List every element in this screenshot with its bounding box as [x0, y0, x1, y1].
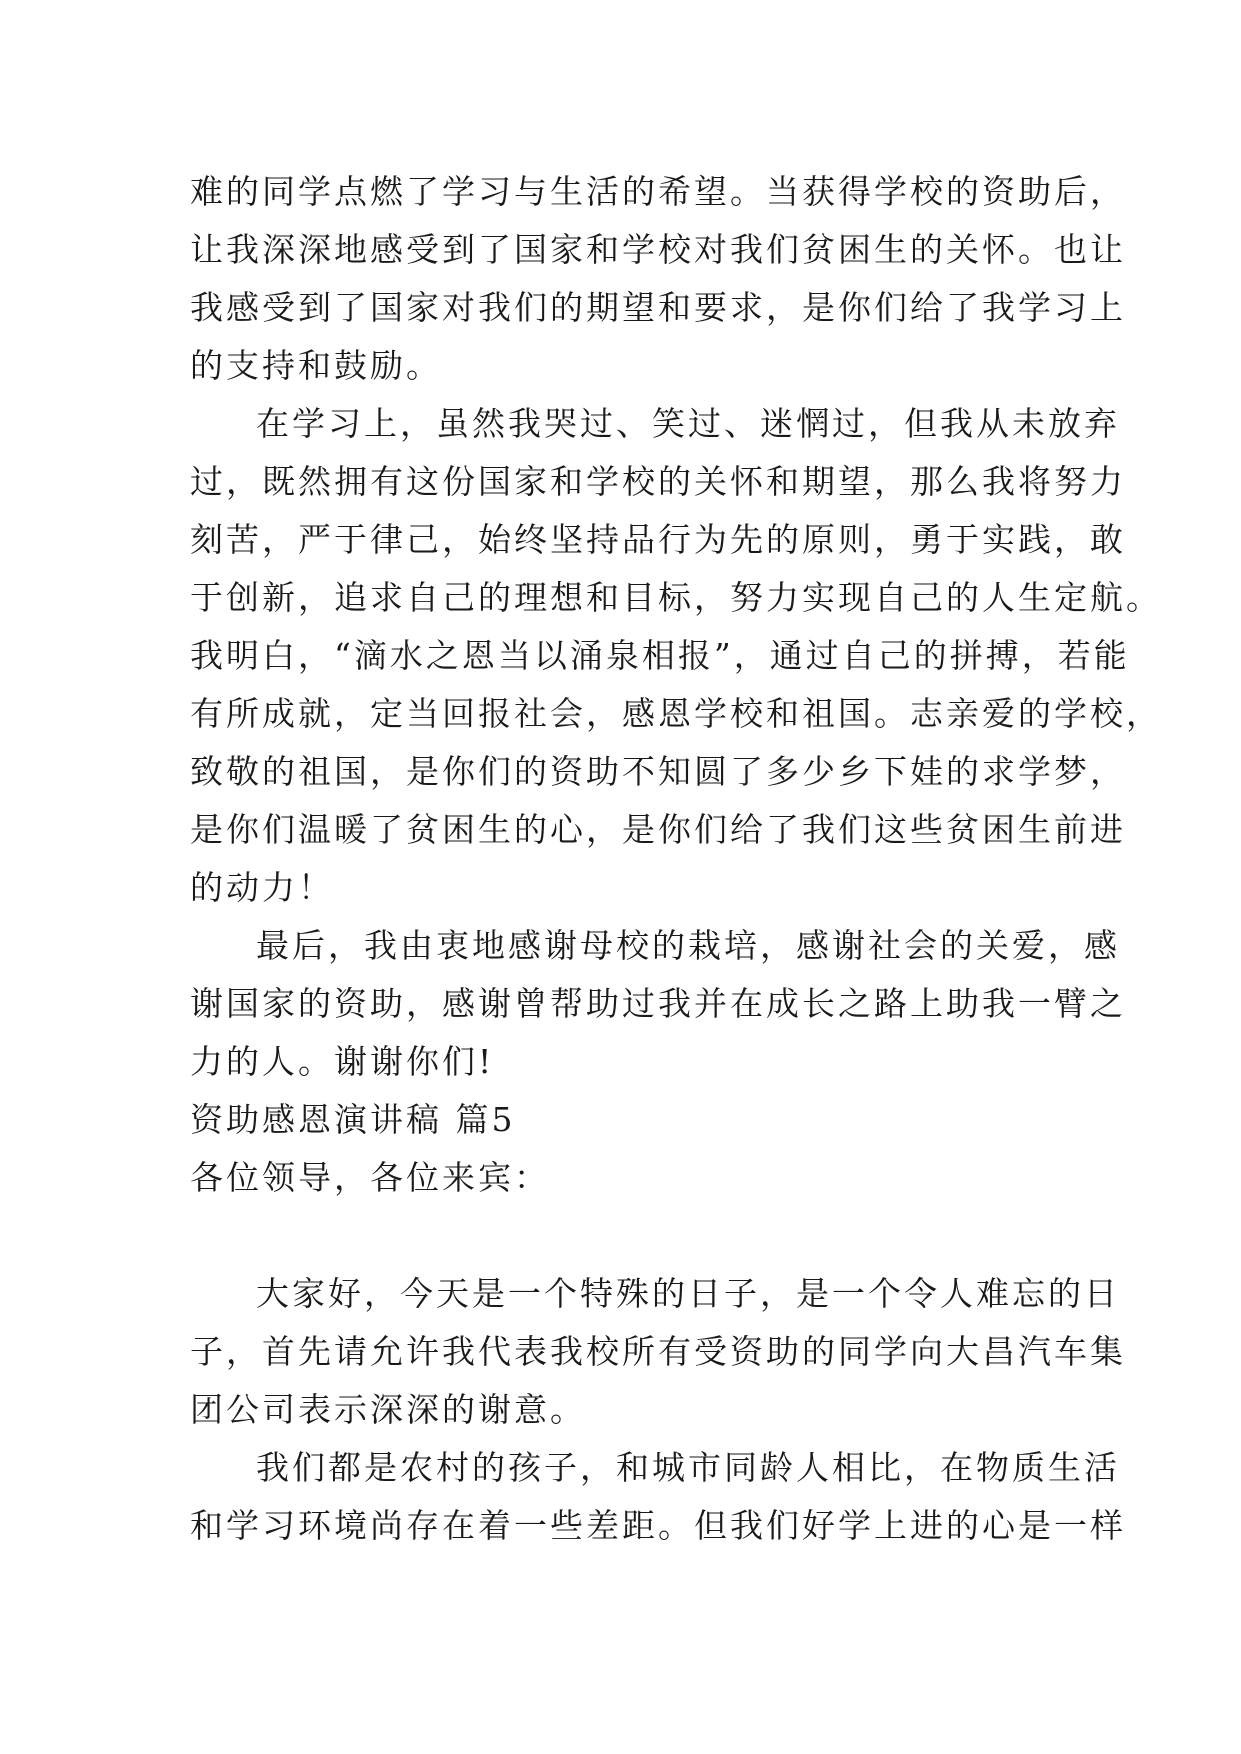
text-line: 过，既然拥有这份国家和学校的关怀和期望，那么我将努力 — [190, 462, 1126, 501]
text-line: 难的同学点燃了学习与生活的希望。当获得学校的资助后， — [190, 172, 1126, 211]
text-line: 于创新，追求自己的理想和目标，努力实现自己的人生定航。 — [190, 578, 1162, 617]
text-line: 的动力！ — [190, 868, 334, 907]
text-line: 致敬的祖国，是你们的资助不知圆了多少乡下娃的求学梦， — [190, 752, 1126, 791]
text-line: 我感受到了国家对我们的期望和要求，是你们给了我学习上 — [190, 288, 1126, 327]
text-line: 团公司表示深深的谢意。 — [190, 1390, 586, 1429]
paragraph-first-line: 大家好，今天是一个特殊的日子，是一个令人难忘的日 — [256, 1274, 1120, 1313]
salutation: 各位领导，各位来宾： — [190, 1158, 550, 1197]
section-heading: 资助感恩演讲稿 篇5 — [190, 1100, 516, 1139]
paragraph-first-line: 最后，我由衷地感谢母校的栽培，感谢社会的关爱，感 — [256, 926, 1120, 965]
text-line: 我明白，“滴水之恩当以涌泉相报”，通过自己的拼搏，若能 — [190, 636, 1130, 675]
text-line: 力的人。谢谢你们! — [190, 1042, 495, 1081]
paragraph-first-line: 我们都是农村的孩子，和城市同龄人相比，在物质生活 — [256, 1448, 1120, 1487]
text-line: 和学习环境尚存在着一些差距。但我们好学上进的心是一样 — [190, 1506, 1126, 1545]
text-line: 的支持和鼓励。 — [190, 346, 442, 385]
text-line: 是你们温暖了贫困生的心，是你们给了我们这些贫困生前进 — [190, 810, 1126, 849]
text-line: 子，首先请允许我代表我校所有受资助的同学向大昌汽车集 — [190, 1332, 1126, 1371]
text-line: 谢国家的资助，感谢曾帮助过我并在成长之路上助我一臂之 — [190, 984, 1126, 1023]
text-line: 有所成就，定当回报社会，感恩学校和祖国。志亲爱的学校， — [190, 694, 1162, 733]
text-line: 让我深深地感受到了国家和学校对我们贫困生的关怀。也让 — [190, 230, 1126, 269]
paragraph-first-line: 在学习上，虽然我哭过、笑过、迷惘过，但我从未放弃 — [256, 404, 1120, 443]
text-line: 刻苦，严于律己，始终坚持品行为先的原则，勇于实践，敢 — [190, 520, 1126, 559]
